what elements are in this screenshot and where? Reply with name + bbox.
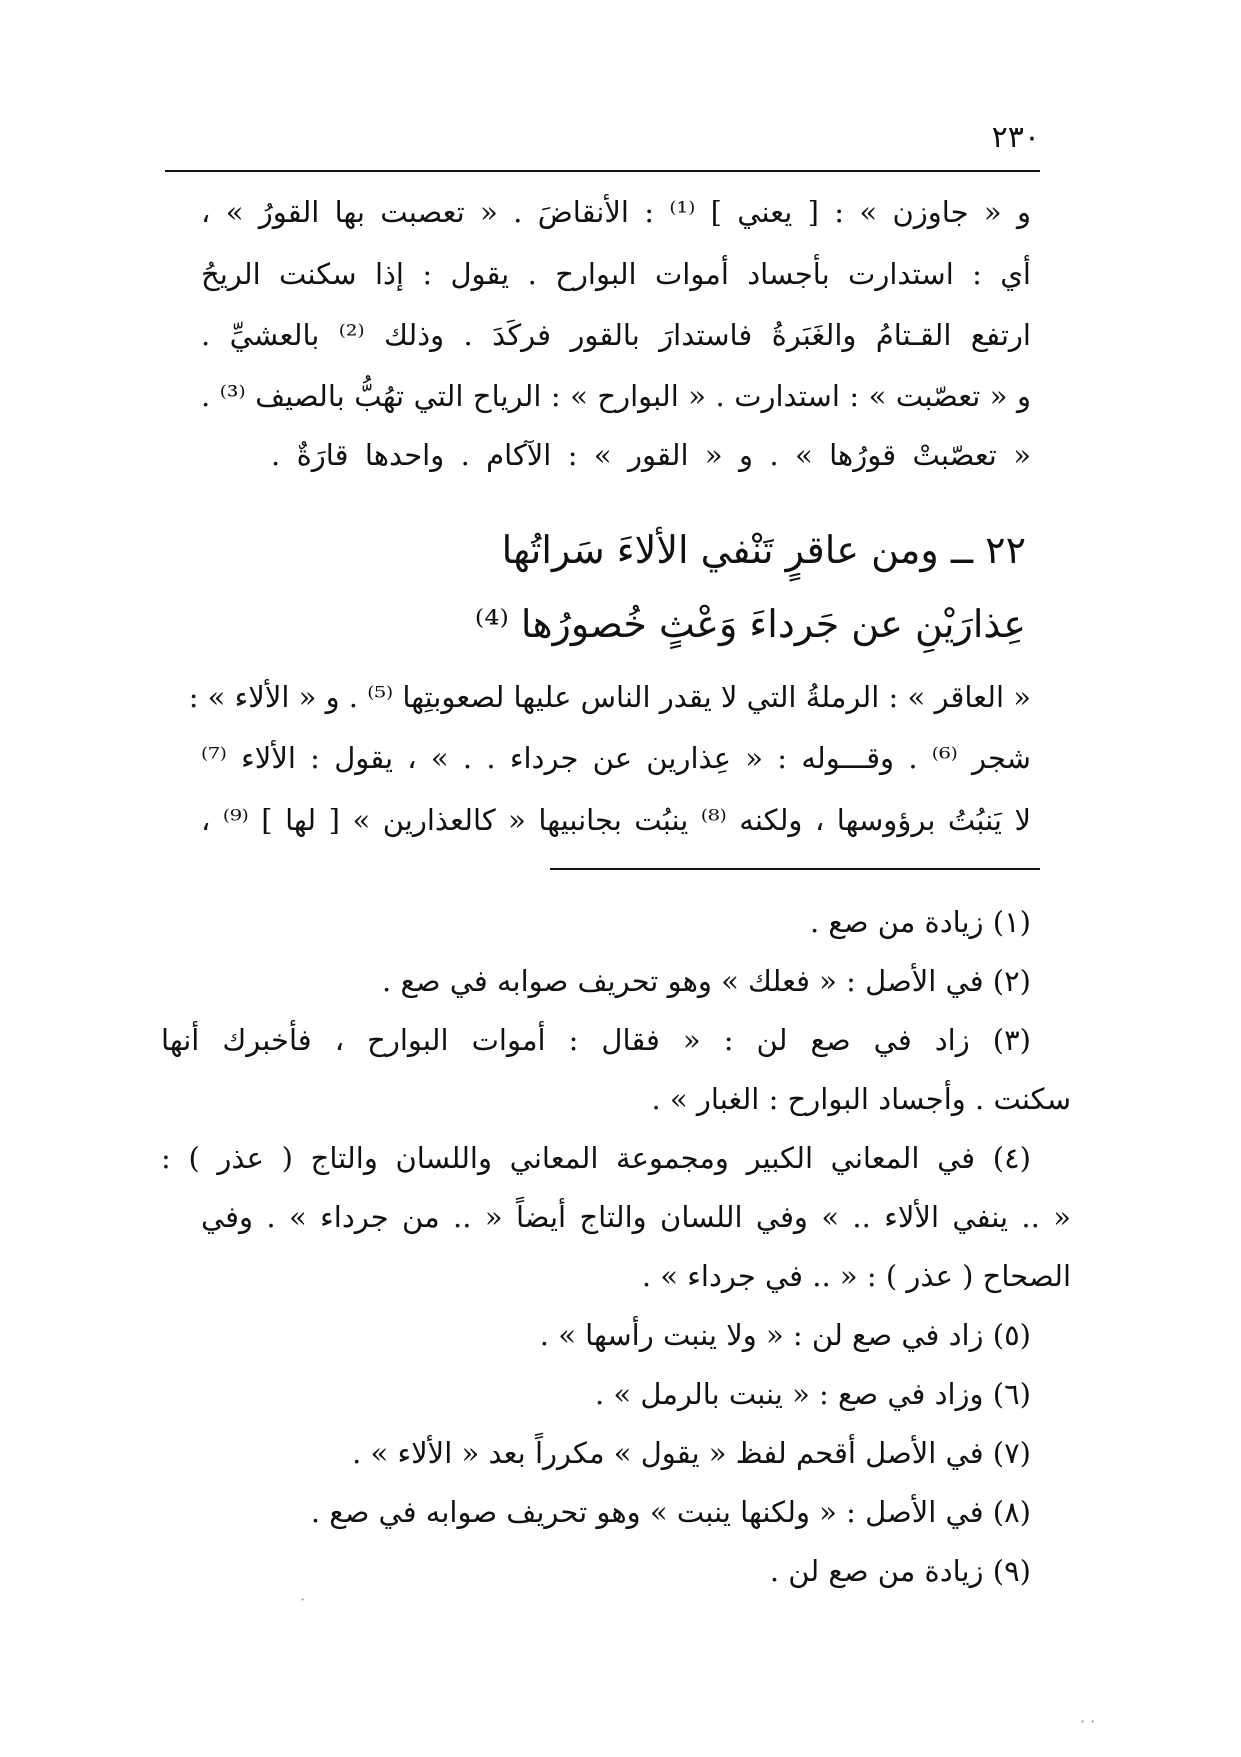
footnote: (١) زيادة من صع .	[810, 905, 1031, 939]
footnote: (٨) في الأصل : « ولكنها ينبت » وهو تحريف صوابه في صع .	[310, 1495, 1031, 1529]
header-rule	[165, 170, 1040, 172]
body-line: و « تعصّبت » : استدارت . « البوارح » : الرياح التي تهُبُّ بالصيف ⁽³⁾ .	[201, 379, 1031, 413]
footnote: (٩) زيادة من صع لن .	[769, 1554, 1031, 1588]
footnote-continuation: الصحاح ( عذر ) : « .. في جرداء » .	[641, 1259, 1071, 1293]
footnote: (٤) في المعاني الكبير ومجموعة المعاني واللسان والتاج ( عذر ) :	[161, 1141, 1031, 1175]
footnote: (٣) زاد في صع لن : « فقال : أموات البوارح ، فأخبرك أنها	[161, 1023, 1031, 1057]
footnote-continuation: « .. ينفي الألاء .. » وفي اللسان والتاج أيضاً « .. من جرداء » . وفي	[201, 1200, 1071, 1234]
footnote-rule	[550, 868, 1040, 870]
scan-speck: ·	[300, 1590, 306, 1609]
body-line: « تعصّبتْ قورُها » . و « القور » : الآكام . واحدها قارَةٌ .	[271, 438, 1031, 472]
verse-first-half: ٢٢ ــ ومن عاقرٍ تَنْفي الألاءَ سَراتُها	[501, 528, 1026, 572]
footnote-continuation: سكنت . وأجساد البوارح : الغبار » .	[651, 1082, 1071, 1116]
commentary-line: « العاقر » : الرملةُ التي لا يقدر الناس عليها لصعوبتِها ⁽⁵⁾ . و « الألاء » :	[188, 680, 1031, 714]
footnote: (٥) زاد في صع لن : « ولا ينبت رأسها » .	[539, 1318, 1031, 1352]
body-line: ارتفع القـتامُ والغَبَرةُ فاستدارَ بالقور فركَدَ . وذلك ⁽²⁾ بالعشيِّ .	[201, 318, 1031, 352]
verse-second-half: عِذارَيْنِ عن جَرداءَ وَعْثٍ خُصورُها ⁽⁴⁾	[474, 602, 1026, 646]
footnote: (٧) في الأصل أقحم لفظ « يقول » مكرراً بعد « الألاء » .	[352, 1436, 1031, 1470]
body-line: أي : استدارت بأجساد أموات البوارح . يقول : إذا سكنت الريحُ	[201, 257, 1031, 291]
commentary-line: لا يَنبُتُ برؤوسها ، ولكنه ⁽⁸⁾ ينبُت بجانبيها « كالعذارين » [ لها ] ⁽⁹⁾ ،	[201, 803, 1032, 837]
body-line: و « جاوزن » : [ يعني ] ⁽¹⁾ : الأنقاضَ . « تعصبت بها القورُ » ،	[201, 195, 1031, 229]
footnote: (٢) في الأصل : « فعلك » وهو تحريف صوابه في صع .	[382, 964, 1031, 998]
commentary-line: شجر ⁽⁶⁾ . وقـــوله : « عِذارين عن جرداء . . » ، يقول : الألاء ⁽⁷⁾	[201, 741, 1031, 775]
scan-speck: · ·	[1080, 1712, 1096, 1731]
footnote: (٦) وزاد في صع : « ينبت بالرمل » .	[594, 1377, 1031, 1411]
page-number: ٢٣٠	[991, 120, 1040, 155]
